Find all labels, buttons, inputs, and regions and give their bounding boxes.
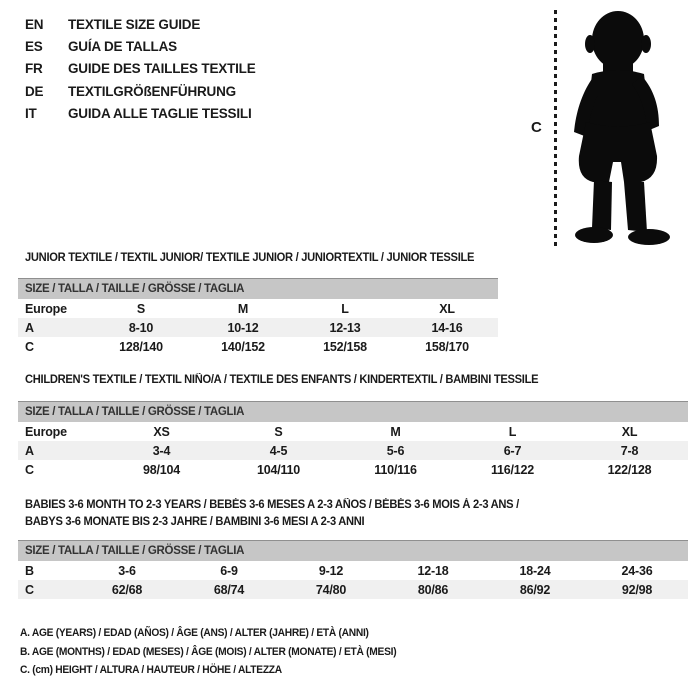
language-code: ES (25, 39, 43, 55)
table-cell: 12-13 (329, 320, 361, 335)
table-cell: 6-9 (220, 563, 238, 578)
table-size-header: SIZE / TALLA / TAILLE / GRÖSSE / TAGLIA (18, 540, 688, 561)
table-cell: XL (621, 424, 638, 439)
babies-textile-section (18, 497, 688, 599)
table-row (18, 337, 498, 356)
table-title (25, 372, 668, 389)
table-size-header: SIZE / TALLA / TAILLE / GRÖSSE / TAGLIA (18, 278, 498, 299)
table-cell: 80/86 (417, 582, 449, 597)
language-label: GUIDE DES TAILLES TEXTILE (68, 61, 256, 77)
language-code: EN (25, 16, 44, 32)
table-cell: 110/116 (374, 462, 417, 477)
row-label: A (25, 443, 34, 458)
table-cell: 12-18 (417, 563, 449, 578)
language-code: IT (25, 106, 37, 122)
table-title-line: BABIES 3-6 MONTH TO 2-3 YEARS / BEBÉS 3-6 MESES A 2-3 AÑOS / BÉBÉS 3-6 MOIS À 2-3 ANS / (25, 499, 519, 511)
table-cell: 140/152 (221, 339, 265, 354)
table-cell: 74/80 (315, 582, 347, 597)
table-cell: S (274, 424, 283, 439)
toddler-silhouette-icon (556, 4, 696, 249)
table-cell: 10-12 (227, 320, 259, 335)
language-row (25, 58, 256, 80)
footnotes (20, 624, 396, 680)
table-row (18, 422, 688, 441)
table-title-line: JUNIOR TEXTILE / TEXTIL JUNIOR/ TEXTILE JUNIOR / JUNIORTEXTIL / JUNIOR TESSILE (25, 252, 475, 264)
table-cell: 18-24 (519, 563, 551, 578)
table-cell: 9-12 (318, 563, 344, 578)
table-cell: 6-7 (503, 443, 522, 458)
table-title-line: BABYS 3-6 MONATE BIS 2-3 JAHRE / BAMBINI 3-6 MESI A 2-3 ANNI (25, 516, 365, 528)
language-row (25, 80, 256, 102)
row-label: C (25, 339, 34, 354)
size-table (18, 422, 688, 479)
table-row (18, 299, 498, 318)
row-label: A (25, 320, 34, 335)
table-cell: 4-5 (269, 443, 288, 458)
row-label: Europe (25, 301, 67, 316)
language-label: GUÍA DE TALLAS (68, 39, 177, 55)
language-label: TEXTILGRÖßENFÜHRUNG (68, 83, 236, 99)
children-textile-section (18, 372, 688, 479)
size-table (18, 299, 498, 356)
table-cell: 116/122 (490, 462, 535, 477)
row-label: B (25, 563, 34, 578)
row-label: Europe (25, 424, 67, 439)
language-code: DE (25, 83, 44, 99)
table-cell: 3-6 (118, 563, 136, 578)
language-label: GUIDA ALLE TAGLIE TESSILI (68, 106, 252, 122)
row-label: C (25, 462, 34, 477)
language-label: TEXTILE SIZE GUIDE (68, 16, 201, 32)
row-label: C (25, 582, 34, 597)
table-cell: 98/104 (142, 462, 181, 477)
footnote-line: A. AGE (YEARS) / EDAD (AÑOS) / ÂGE (ANS) / ALTER (JAHRE) / ETÀ (ANNI) (20, 627, 369, 639)
language-row (25, 103, 256, 125)
table-row (18, 460, 688, 479)
language-row (25, 13, 256, 35)
table-cell: 128/140 (119, 339, 163, 354)
table-cell: XL (439, 301, 455, 316)
table-cell: 92/98 (621, 582, 653, 597)
table-row (18, 441, 688, 460)
footnote-line: B. AGE (MONTHS) / EDAD (MESES) / ÂGE (MOIS) / ALTER (MONATE) / ETÀ (MESI) (20, 645, 397, 658)
table-cell: 14-16 (431, 320, 463, 335)
table-cell: 24-36 (621, 563, 653, 578)
table-cell: M (390, 424, 401, 439)
table-title-line: CHILDREN'S TEXTILE / TEXTIL NIÑO/A / TEXTILE DES ENFANTS / KINDERTEXTIL / BAMBINI TESSILE (25, 374, 539, 386)
language-code: FR (25, 61, 43, 77)
table-cell: L (508, 424, 517, 439)
language-list (25, 13, 256, 125)
table-row (18, 580, 688, 599)
table-cell: 8-10 (128, 320, 154, 335)
table-title (25, 497, 668, 531)
table-title (25, 250, 484, 267)
table-cell: M (237, 301, 249, 316)
table-cell: 122/128 (607, 462, 652, 477)
table-cell: L (341, 301, 349, 316)
table-cell: 7-8 (620, 443, 639, 458)
language-row (25, 35, 256, 57)
table-cell: 152/158 (323, 339, 367, 354)
footnote-line: C. (cm) HEIGHT / ALTURA / HAUTEUR / HÖHE / ALTEZZA (20, 664, 282, 676)
size-table (18, 561, 688, 599)
table-cell: 3-4 (152, 443, 171, 458)
table-cell: XS (153, 424, 170, 439)
table-cell: S (136, 301, 146, 316)
height-measure-label: C (531, 119, 542, 136)
table-cell: 104/110 (256, 462, 301, 477)
table-size-header: SIZE / TALLA / TAILLE / GRÖSSE / TAGLIA (18, 401, 688, 422)
table-row (18, 561, 688, 580)
table-cell: 5-6 (386, 443, 405, 458)
table-cell: 68/74 (213, 582, 245, 597)
junior-textile-section (18, 250, 498, 356)
table-cell: 62/68 (111, 582, 143, 597)
table-cell: 158/170 (425, 339, 469, 354)
table-cell: 86/92 (519, 582, 551, 597)
table-row (18, 318, 498, 337)
